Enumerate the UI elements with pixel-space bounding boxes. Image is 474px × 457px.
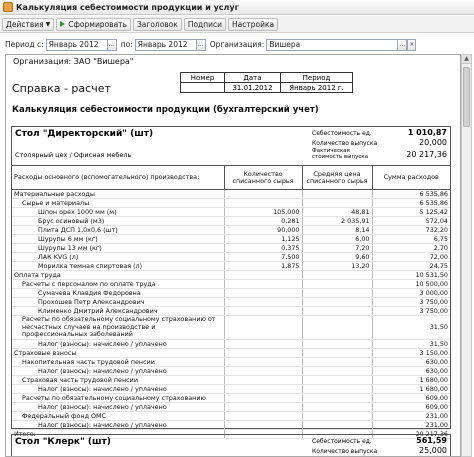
table-row: [12, 280, 450, 289]
cell-avg-price: 9,60: [302, 253, 372, 262]
header-period-label: Период: [281, 73, 353, 83]
cell-sum: 10 531,50: [372, 271, 450, 280]
cell-qty: [224, 280, 302, 289]
organization-field[interactable]: Вишера: [266, 39, 398, 51]
cell-avg-price: [302, 375, 372, 384]
period-from-label: Период с:: [5, 40, 44, 49]
cell-avg-price: [302, 316, 372, 340]
cell-expense-name: Налог (взносы): начислено / уплачено: [12, 402, 224, 411]
cell-sum: 630,00: [372, 357, 450, 366]
period-from-select-button[interactable]: …: [108, 39, 117, 51]
cell-qty: [224, 420, 302, 429]
table-row: [12, 366, 450, 375]
cell-sum: 6 535,86: [372, 199, 450, 208]
table-row: [12, 190, 450, 199]
cell-qty: 0,375: [224, 244, 302, 253]
cell-expense-name: Страховая часть трудовой пенсии: [12, 375, 224, 384]
cell-avg-price: [302, 348, 372, 357]
cell-avg-price: [302, 199, 372, 208]
app-icon: [3, 2, 13, 12]
cell-sum: 3 150,00: [372, 348, 450, 357]
table-row: [12, 420, 450, 429]
organization-label: Организация:: [209, 40, 265, 49]
cell-sum: 3 000,00: [372, 289, 450, 298]
cell-avg-price: 8,14: [302, 226, 372, 235]
cell-expense-name: Прохошев Петр Александрович: [12, 298, 224, 307]
cell-sum: 630,00: [372, 366, 450, 375]
table-row: [12, 244, 450, 253]
product-group: Столярный цех / Офисная мебель: [15, 151, 132, 159]
cell-expense-name: Сырье и материалы: [12, 199, 224, 208]
period-to-field[interactable]: Январь 2012: [135, 39, 197, 51]
cell-expense-name: Федеральный фонд ОМС: [12, 411, 224, 420]
cell-avg-price: [302, 271, 372, 280]
cell-sum: 2,70: [372, 244, 450, 253]
cell-sum: 5 125,42: [372, 208, 450, 217]
cell-qty: [224, 402, 302, 411]
table-row: [12, 298, 450, 307]
header-number-label: Номер: [181, 73, 225, 83]
cell-expense-name: Брус осиновый (м3): [12, 217, 224, 226]
table-row: [12, 199, 450, 208]
cell-sum: 609,00: [372, 393, 450, 402]
cell-qty: [224, 348, 302, 357]
cell-qty: [224, 375, 302, 384]
cell-qty: [224, 307, 302, 316]
filter-bar: [0, 36, 474, 53]
unit-cost-value: 1 010,87: [407, 128, 447, 137]
organization-clear-button[interactable]: ×: [407, 39, 416, 51]
cell-qty: [224, 298, 302, 307]
cell-qty: 90,000: [224, 226, 302, 235]
cell-expense-name: Налог (взносы): начислено / уплачено: [12, 420, 224, 429]
product-section: [11, 434, 451, 457]
output-qty-label: Количество выпуска: [312, 140, 378, 147]
cell-expense-name: Налог (взносы): начислено / уплачено: [12, 339, 224, 348]
cell-qty: 0,281: [224, 217, 302, 226]
output-qty-value: 25,000: [419, 446, 447, 455]
cell-expense-name: Шпон орех 1000 мм (м): [12, 208, 224, 217]
table-row: [12, 348, 450, 357]
cell-qty: [224, 271, 302, 280]
cell-qty: 7,500: [224, 253, 302, 262]
cell-avg-price: [302, 384, 372, 393]
table-row: [12, 316, 450, 340]
cell-qty: [224, 357, 302, 366]
table-row: [12, 235, 450, 244]
cost-breakdown-table: [12, 165, 450, 439]
cell-avg-price: [302, 411, 372, 420]
column-header-avg-price: Средняя цена списанного сырья: [302, 166, 372, 190]
cell-qty: [224, 411, 302, 420]
cell-expense-name: Расчеты с персоналом по оплате труда: [12, 280, 224, 289]
report-spreadsheet[interactable]: [5, 54, 461, 457]
cell-avg-price: [302, 190, 372, 199]
table-row: [12, 307, 450, 316]
document-title: Справка - расчет: [12, 82, 111, 95]
cell-avg-price: [302, 366, 372, 375]
window-titlebar: [0, 0, 474, 15]
cell-expense-name: Клименко Дмитрий Александрович: [12, 307, 224, 316]
cell-qty: 1,125: [224, 235, 302, 244]
scroll-up-icon[interactable]: ▲: [462, 55, 471, 64]
unit-cost-label: Себестоимость ед.: [312, 130, 372, 137]
product-name: Стол "Клерк" (шт): [15, 437, 111, 447]
table-row: [12, 402, 450, 411]
cell-sum: 6,75: [372, 235, 450, 244]
organization-select-button[interactable]: …: [398, 39, 407, 51]
cell-sum: 24,75: [372, 262, 450, 271]
header-date-value: 31.01.2012: [225, 83, 281, 93]
cell-avg-price: 7,20: [302, 244, 372, 253]
cell-avg-price: [302, 280, 372, 289]
table-row: [12, 393, 450, 402]
cell-sum: 609,00: [372, 402, 450, 411]
signatures-toggle-button[interactable]: Подписи: [184, 18, 226, 31]
column-header-expenses: Расходы основного (вспомогательного) производства:: [12, 166, 224, 190]
cell-avg-price: 2 035,91: [302, 217, 372, 226]
unit-cost-value: 561,59: [416, 436, 447, 445]
cell-qty: [224, 289, 302, 298]
cell-avg-price: [302, 289, 372, 298]
period-to-label: по:: [120, 40, 133, 49]
period-from-field[interactable]: Январь 2012: [46, 39, 108, 51]
product-name: Стол "Директорский" (шт): [15, 129, 154, 139]
cell-qty: 1,875: [224, 262, 302, 271]
heading-toggle-button[interactable]: Заголовок: [133, 18, 182, 31]
table-row: [12, 339, 450, 348]
cell-avg-price: 6,00: [302, 235, 372, 244]
settings-button[interactable]: Настройка: [228, 18, 278, 31]
period-to-select-button[interactable]: …: [197, 39, 206, 51]
table-row: [12, 262, 450, 271]
table-header-row: [12, 166, 450, 190]
cell-expense-name: Морилка темная спиртовая (л): [12, 262, 224, 271]
generate-button[interactable]: [56, 18, 131, 31]
cell-qty: [224, 384, 302, 393]
table-row: [12, 289, 450, 298]
play-icon: [60, 21, 65, 27]
cell-avg-price: [302, 339, 372, 348]
column-header-qty: Количество списанного сырья: [224, 166, 302, 190]
table-row: [12, 411, 450, 420]
cell-expense-name: Плита ДСП 1,0x0,6 (шт): [12, 226, 224, 235]
cell-sum: 231,00: [372, 420, 450, 429]
command-toolbar: [0, 16, 474, 33]
actual-cost-label: Фактическая стоимость выпуска: [312, 148, 369, 160]
cell-avg-price: [302, 357, 372, 366]
header-number-value: [181, 83, 225, 93]
table-row: [12, 384, 450, 393]
cell-expense-name: Налог (взносы): начислено / уплачено: [12, 384, 224, 393]
product-section: [11, 126, 451, 438]
scrollbar-thumb[interactable]: [463, 67, 470, 127]
cell-sum: 31,50: [372, 316, 450, 340]
cell-qty: [224, 199, 302, 208]
document-header-table: [180, 72, 353, 93]
cell-qty: [224, 393, 302, 402]
header-period-value: Январь 2012 г.: [281, 83, 353, 93]
cell-expense-name: Шурупы 6 мм (кг): [12, 235, 224, 244]
cell-expense-name: Страховые взносы: [12, 348, 224, 357]
cell-expense-name: Расчеты по обязательному социальному страхованию: [12, 393, 224, 402]
cell-qty: [224, 366, 302, 375]
report-organization: Организация: ЗАО "Вишера": [13, 57, 134, 66]
cell-qty: [224, 339, 302, 348]
actions-label: Действия: [6, 19, 44, 29]
cell-sum: 6 535,86: [372, 190, 450, 199]
cell-expense-name: Расчеты по обязательному социальному страхованию от несчастных случаев на производстве и профессиональных заболеваний: [12, 316, 224, 340]
cell-sum: 572,04: [372, 217, 450, 226]
actual-cost-value: 20 217,36: [406, 150, 447, 159]
cell-sum: 3 750,00: [372, 298, 450, 307]
window-title: Калькуляция себестоимости продукции и услуг: [16, 2, 239, 12]
cell-avg-price: [302, 402, 372, 411]
cell-avg-price: [302, 420, 372, 429]
cell-qty: 105,000: [224, 208, 302, 217]
cell-sum: 732,20: [372, 226, 450, 235]
cell-expense-name: Шурупы 13 мм (кг): [12, 244, 224, 253]
column-header-sum: Сумма расходов: [372, 166, 450, 190]
actions-menu-button[interactable]: [2, 18, 54, 31]
vertical-scrollbar[interactable]: [461, 54, 472, 457]
cell-sum: 72,00: [372, 253, 450, 262]
cell-avg-price: [302, 307, 372, 316]
cell-sum: 231,00: [372, 411, 450, 420]
cell-sum: 1 680,00: [372, 375, 450, 384]
cell-avg-price: [302, 298, 372, 307]
header-date-label: Дата: [225, 73, 281, 83]
cell-expense-name: ЛАК KVG (л): [12, 253, 224, 262]
table-row: [12, 226, 450, 235]
cell-avg-price: 13,20: [302, 262, 372, 271]
generate-label: Сформировать: [68, 19, 127, 29]
table-row: [12, 253, 450, 262]
cell-avg-price: [302, 393, 372, 402]
table-row: [12, 271, 450, 280]
cell-expense-name: Итого:: [12, 429, 224, 438]
output-qty-label: Количество выпуска: [312, 448, 378, 455]
cell-sum: 1 680,00: [372, 384, 450, 393]
table-row: [12, 217, 450, 226]
cell-avg-price: 48,81: [302, 208, 372, 217]
unit-cost-label: Себестоимость ед.: [312, 438, 372, 445]
table-row: [12, 208, 450, 217]
cell-expense-name: Накопительная часть трудовой пенсии: [12, 357, 224, 366]
cell-qty: [224, 316, 302, 340]
output-qty-value: 20,000: [419, 138, 447, 147]
table-row: [12, 375, 450, 384]
cell-sum: 10 500,00: [372, 280, 450, 289]
cell-sum: 20 217,36: [372, 429, 450, 438]
cell-expense-name: Налог (взносы): начислено / уплачено: [12, 366, 224, 375]
table-row: [12, 357, 450, 366]
report-heading: Калькуляция себестоимости продукции (бухгалтерский учет): [12, 105, 319, 115]
cell-sum: 31,50: [372, 339, 450, 348]
cell-qty: [224, 190, 302, 199]
cell-sum: 3 750,00: [372, 307, 450, 316]
chevron-down-icon: ▼: [45, 20, 51, 28]
cell-expense-name: Сумачева Клавдия Федоровна: [12, 289, 224, 298]
cell-expense-name: Материальные расходы: [12, 190, 224, 199]
cell-expense-name: Оплата труда: [12, 271, 224, 280]
